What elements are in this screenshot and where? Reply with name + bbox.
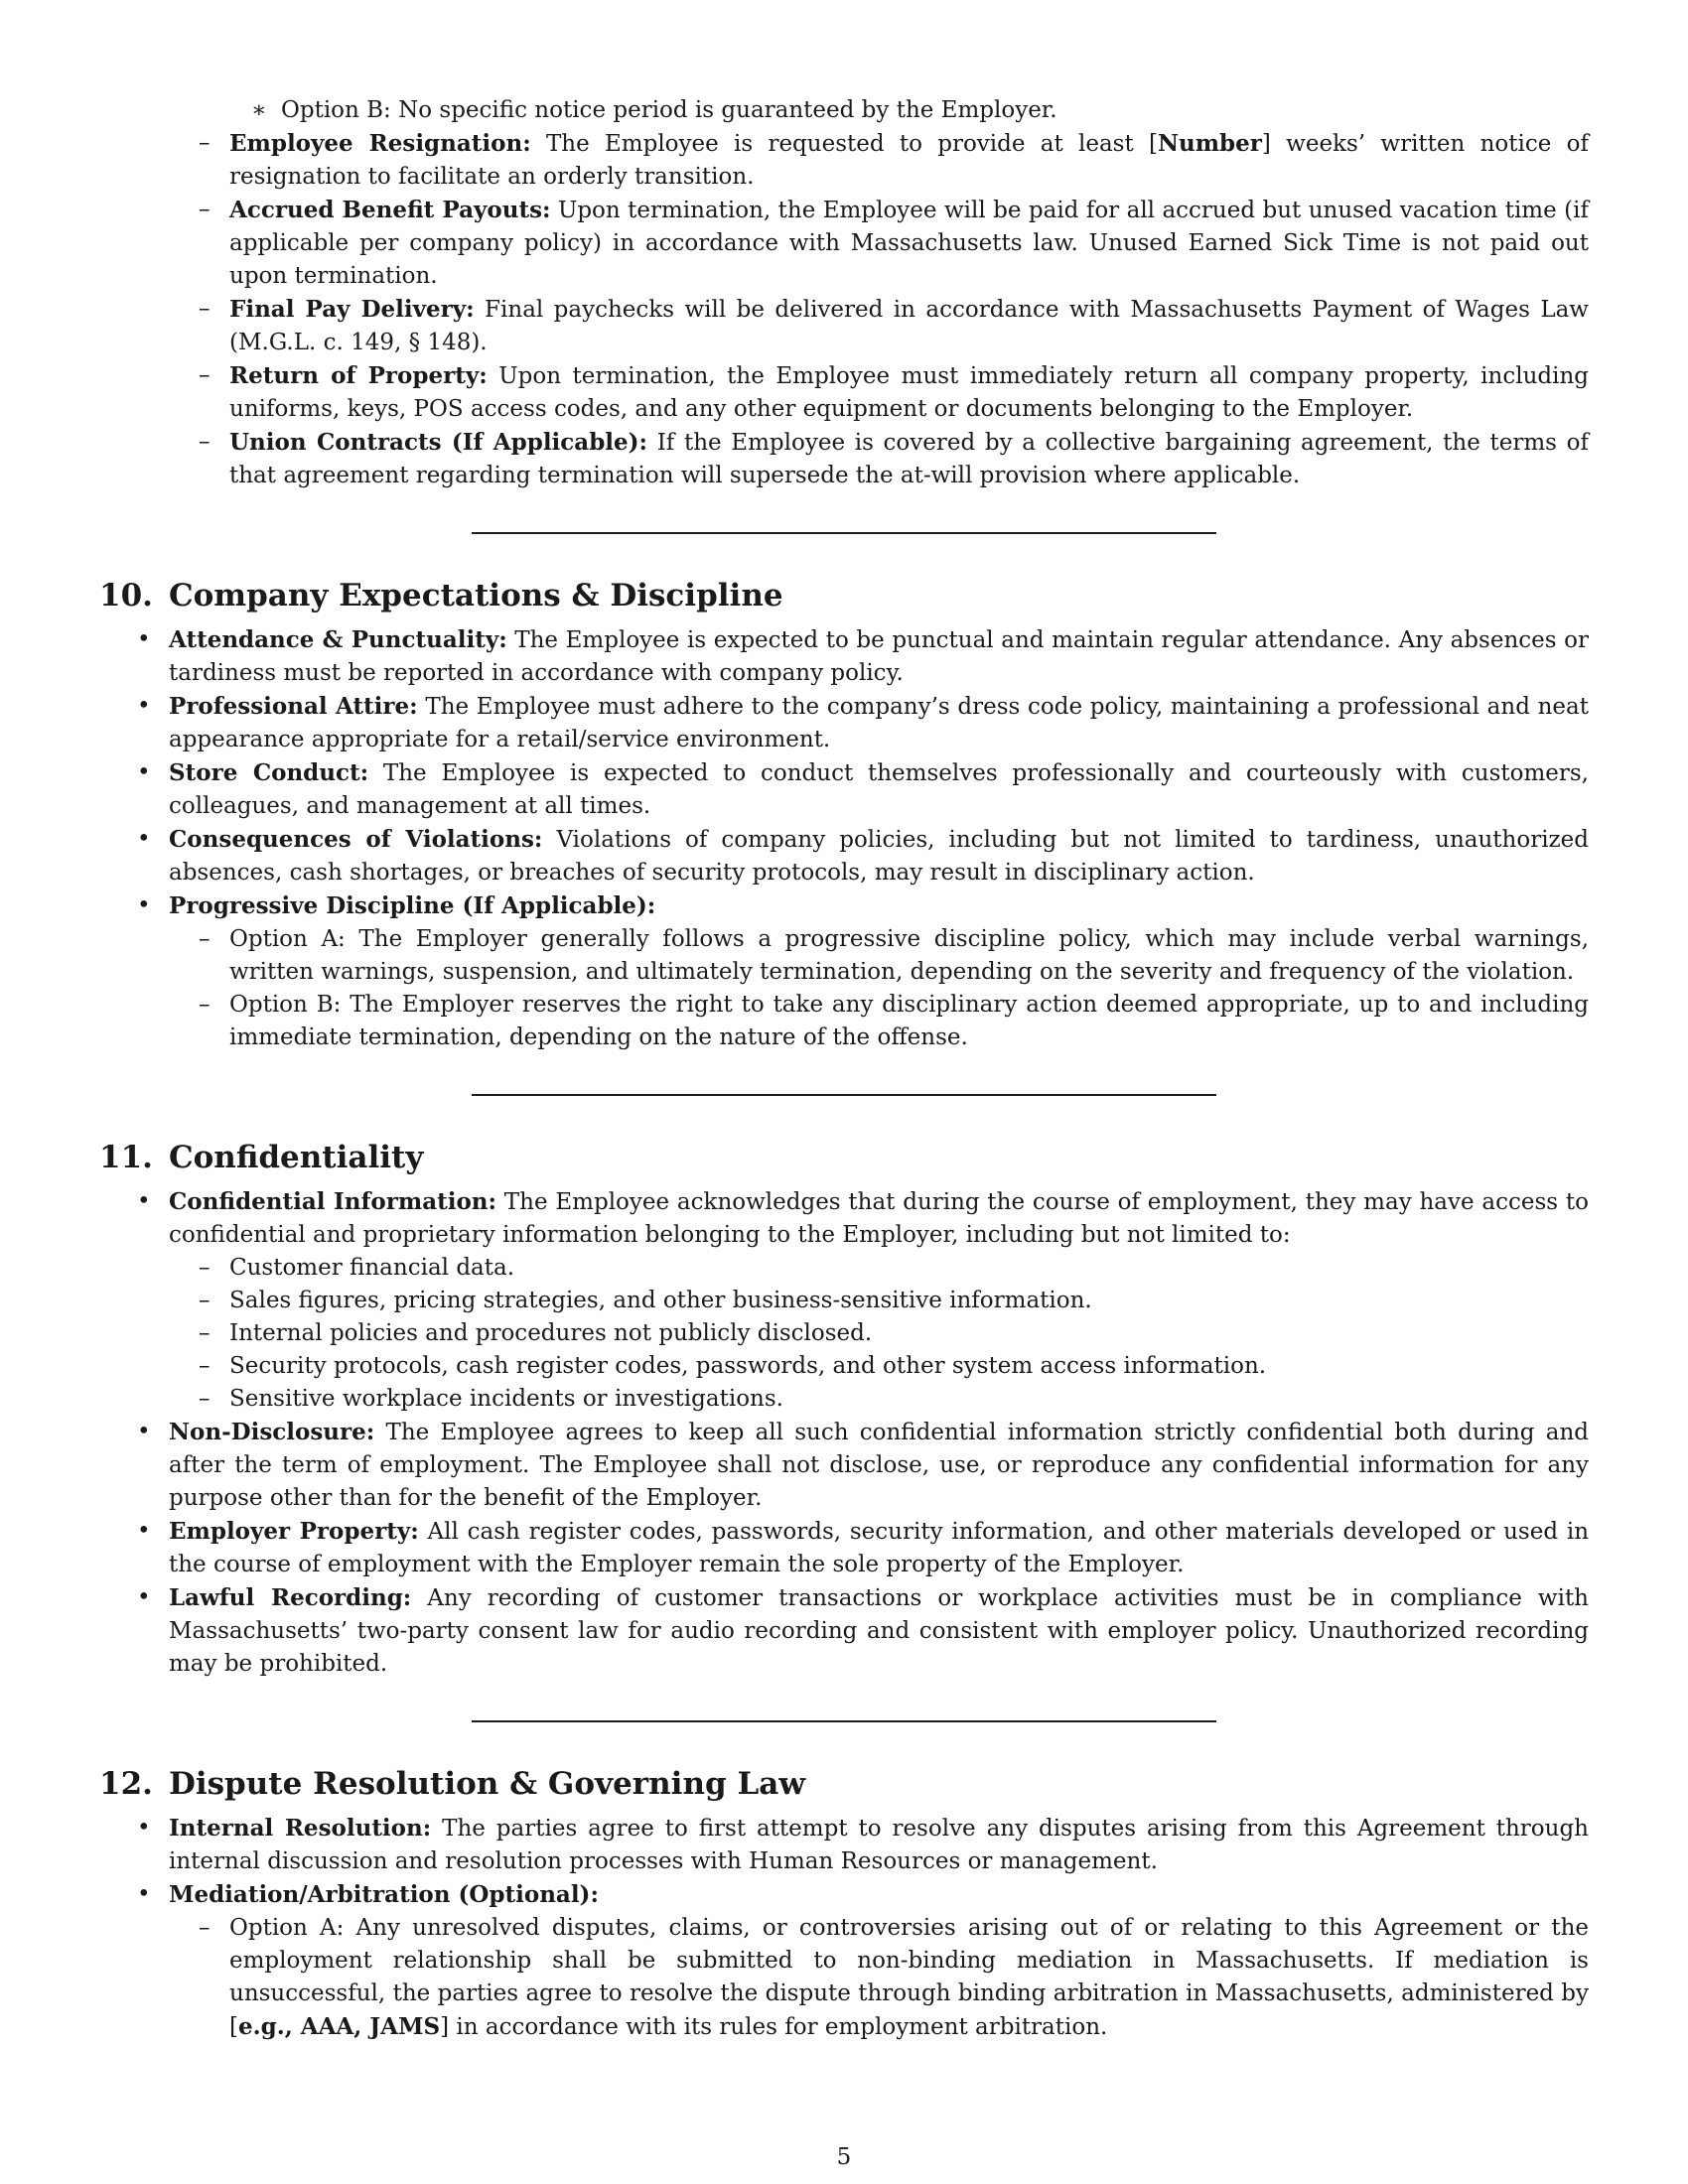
section-11-heading [99,1138,1589,1177]
item-text: Option B: The Employer reserves the right to take any disciplinary action deemed appropriate, up to and including immediate termination, depending on the nature of the offense. [229,992,1589,1050]
section-11-list [99,1185,1589,1681]
item-text: All cash register codes, passwords, security information, and other materials developed or used in the course of employment with the Employer remain the sole property of the Employer. [169,1519,1590,1577]
item-text: The Employee acknowledges that during the course of employment, they may have access to confidential and proprietary information belonging to the Employer, including but not limited to: [169,1189,1589,1248]
item-text: If the Employee is covered by a collective bargaining agreement, the terms of that agreement regarding termination will supersede the at-will provision where applicable. [229,430,1589,488]
item-text: Option A: The Employer generally follows a progressive discipline policy, which may include verbal warnings, written warnings, suspension, and ultimately termination, depending on the severity and frequency of the violation. [229,926,1589,985]
list-item [99,1185,1589,1252]
item-label: Consequences of Violations: [169,826,543,853]
item-label: Return of Property: [229,362,488,389]
section-number: 12. [99,1766,153,1802]
section-number: 10. [99,578,153,614]
item-text: Option B: No specific notice period is guaranteed by the Employer. [281,97,1057,123]
item-text: Upon termination, the Employee must immediately return all company property, including uniforms, keys, POS access codes, and any other equipment or documents belonging to the Employer. [229,363,1590,422]
list-item [99,889,1589,923]
list-item [99,94,1589,127]
list-item [99,1515,1589,1581]
list-item [99,1878,1589,1912]
list-item [99,1383,1589,1416]
item-text: Security protocols, cash register codes, passwords, and other system access information. [229,1353,1267,1379]
item-text: Sensitive workplace incidents or investigations. [229,1386,783,1412]
list-item [99,426,1589,492]
list-item [99,756,1589,823]
section-divider [472,1720,1216,1722]
item-label: Non-Disclosure: [169,1419,375,1445]
list-item [99,823,1589,889]
list-item [99,1285,1589,1317]
list-item [99,923,1589,989]
item-label: Employer Property: [169,1518,419,1545]
section-title: Dispute Resolution & Governing Law [168,1766,806,1802]
item-label: Mediation/Arbitration (Optional): [169,1881,599,1908]
item-text: Final paychecks will be delivered in accordance with Massachusetts Payment of Wages Law (M.G.L. c. 149, § 148). [229,297,1589,355]
item-text: The Employee is expected to be punctual and maintain regular attendance. Any absences or tardiness must be reported in accordance with company policy. [169,627,1589,686]
item-text-after: weeks’ written notice of resignation to facilitate an orderly transition. [229,131,1589,190]
item-label: Professional Attire: [169,693,418,720]
list-item [99,1252,1589,1285]
section-divider [472,1094,1216,1096]
section-10-list [99,623,1589,1054]
item-label: Final Pay Delivery: [229,296,475,323]
termination-list [99,94,1589,492]
list-item [99,359,1589,426]
item-label: Confidential Information: [169,1188,497,1215]
list-item [99,293,1589,359]
item-text: Option A: Any unresolved disputes, claims, or controversies arising out of or relating to this Agreement or the employment relationship shall be submitted to non-binding mediation in Massachusetts. If mediation is unsuccessful, the parties agree to resolve the dispute through binding arbitration in Massachusetts, administered by [229,1915,1589,2006]
list-item [99,623,1589,690]
item-text: The Employee must adhere to the company’s dress code policy, maintaining a professional and neat appearance appropriate for a retail/service environment. [169,694,1589,752]
list-item [99,989,1589,1054]
list-item [99,1581,1589,1681]
document-page [99,94,1589,2044]
item-text: The Employee is expected to conduct themselves professionally and courteously with customers, colleagues, and management at all times. [169,760,1589,819]
item-text: Any recording of customer transactions or workplace activities must be in compliance with Massachusetts’ two-party consent law for audio recording and consistent with employer policy. Unauthorized recording may be prohibited. [169,1585,1589,1677]
item-text: Upon termination, the Employee will be paid for all accrued but unused vacation time (if applicable per company policy) in accordance with Massachusetts law. Unused Earned Sick Time is not paid out upon termination. [229,198,1589,289]
item-text-after: in accordance with its rules for employment arbitration. [449,2014,1108,2040]
item-text: Customer financial data. [229,1255,515,1281]
item-label: Progressive Discipline (If Applicable): [169,892,656,919]
item-label: Union Contracts (If Applicable): [229,429,648,456]
item-text: The parties agree to first attempt to resolve any disputes arising from this Agreement through internal discussion and resolution processes with Human Resources or management. [169,1816,1589,1874]
section-12-list [99,1812,1589,2044]
list-item [99,1416,1589,1515]
section-10-heading [99,576,1589,615]
item-text: The Employee is requested to provide at least [530,131,1149,157]
section-title: Company Expectations & Discipline [168,578,783,614]
list-item: – Employee Resignation: The Employee is requested to provide at least [Number] weeks’ written notice of resignation to facilitate an orderly transition. [99,127,1589,194]
section-title: Confidentiality [168,1140,424,1175]
item-label: Accrued Benefit Payouts: [229,197,551,223]
list-item [99,1350,1589,1383]
item-label: Internal Resolution: [169,1815,432,1842]
item-label: Employee Resignation: [229,130,531,157]
section-divider [472,532,1216,534]
placeholder-number: Number [1157,130,1262,157]
item-text: Sales figures, pricing strategies, and other business-sensitive information. [229,1288,1092,1313]
item-label: Attendance & Punctuality: [169,626,507,653]
list-item [99,194,1589,293]
placeholder-arbitrator: e.g., AAA, JAMS [237,2013,441,2040]
item-text: The Employee agrees to keep all such confidential information strictly confidential both during and after the term of employment. The Employee shall not disclose, use, or reproduce any confidential information for any purpose other than for the benefit of the Employer. [169,1420,1589,1511]
list-item [99,690,1589,756]
item-label: Store Conduct: [169,759,369,786]
list-item [99,1317,1589,1350]
item-text: Violations of company policies, including but not limited to tardiness, unauthorized absences, cash shortages, or breaches of security protocols, may result in disciplinary action. [169,827,1590,886]
section-number: 11. [99,1140,153,1175]
page-number: 5 [836,2144,852,2170]
list-item: – Option A: Any unresolved disputes, claims, or controversies arising out of or relating to this Agreement or the employment relationship shall be submitted to non-binding mediation in Massachusetts. If mediation is unsuccessful, the parties agree to resolve the dispute through binding arbitration in Massachusetts, administered by [e.g., AAA, JAMS] in accordance with its rules for employment arbitration. [99,1912,1589,2044]
list-item [99,1812,1589,1878]
item-text: Internal policies and procedures not publicly disclosed. [229,1320,873,1346]
section-12-heading [99,1764,1589,1804]
item-label: Lawful Recording: [169,1584,412,1611]
